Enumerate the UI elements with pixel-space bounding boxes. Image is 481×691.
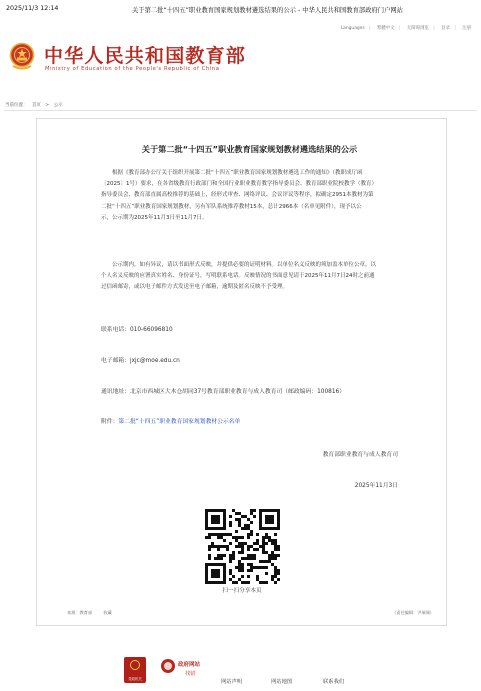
print-page-title: 关于第二批“十四五”职业教育国家规划教材遴选结果的公示 - 中华人民共和国教育部政府门户网站 <box>132 7 403 14</box>
paragraph-line: 根据《教育部办公厅关于组织开展第二批“十四五”职业教育国家规划教材遴选工作的通知》（教职成厅函 <box>112 170 363 176</box>
paragraph-line: 公示期内，如有异议，请以书面形式反映，并提供必要的证明材料。以单位名义反映的须加盖本单位公章，以 <box>112 262 377 268</box>
paragraph-line: 指导委员会、教育部直属高校推荐的基础上，经形式审查、网络评议、会议评议等程序，拟确定2951本教材为第 <box>101 192 374 199</box>
footer-link-sitemap[interactable]: 网站地图 <box>271 679 293 685</box>
paragraph-line: 个人名义反映的应署真实姓名、身份证号，写明联系电话。反映情况的书面意见请于2025年11月7日24时之前通 <box>101 273 375 280</box>
gov-website-icon <box>161 659 175 673</box>
paragraph-line: 示，公示期为2025年11月3日至11月7日。 <box>101 214 208 221</box>
print-datetime: 2025/11/3 12:14 <box>6 5 59 12</box>
footer-link-statement[interactable]: 网站声明 <box>221 679 243 685</box>
top-links: Languages | 繁體中文 | 无障碍浏览 | 登录 | 注册 <box>340 26 471 31</box>
breadcrumb-section[interactable]: 公示 <box>53 103 63 108</box>
breadcrumb-label: 当前位置： <box>5 103 28 108</box>
article-title: 关于第二批“十四五”职业教育国家规划教材遴选结果的公示 <box>141 144 358 154</box>
footer-link-contact[interactable]: 联系我们 <box>323 679 345 685</box>
accessible-browsing-link[interactable]: 无障碍浏览 <box>406 26 429 31</box>
login-link[interactable]: 登录 <box>441 26 450 31</box>
badge-text: 党政机关 <box>128 677 142 681</box>
gov-website-label[interactable]: 政府网站 <box>178 662 201 668</box>
contact-phone: 联系电话：010-66096810 <box>101 327 173 333</box>
gov-report-error-label[interactable]: 找错 <box>185 671 196 677</box>
site-footer <box>0 640 481 691</box>
traditional-chinese-link[interactable]: 繁體中文 <box>376 26 395 31</box>
attachment-row <box>101 416 240 425</box>
signature-org: 教育部职业教育与成人教育司 <box>322 452 398 458</box>
attachment-link[interactable]: 第二批“十四五”职业教育国家规划教材公示名单 <box>118 419 241 425</box>
article-editor: （责任编辑：尹瑞瑞） <box>392 610 434 615</box>
national-emblem-icon <box>8 42 36 72</box>
paragraph-line: 〔2025〕1号）要求，在各省级教育行政部门和全国行业职业教育教学指导委员会、教育部职业院校教学（教育） <box>101 181 377 188</box>
badge-emblem-icon <box>130 660 140 670</box>
breadcrumb <box>5 102 66 108</box>
attachment-label: 附件： <box>101 419 119 425</box>
article-footer-left <box>67 610 122 616</box>
paragraph-line: 二批“十四五”职业教育国家规划教材，另有军队系统推荐教材15本，总计2966本（名单见附件），现予以公 <box>101 203 362 210</box>
qr-code <box>205 509 280 584</box>
party-gov-badge-icon[interactable] <box>124 657 146 683</box>
breadcrumb-separator: > <box>45 103 50 108</box>
register-link[interactable]: 注册 <box>462 26 471 31</box>
languages-link[interactable]: Languages <box>340 26 365 31</box>
article-paragraph-2 <box>101 260 398 294</box>
favorite-link[interactable]: 收藏 <box>103 610 112 615</box>
article-paragraph-1 <box>101 168 398 224</box>
site-logo-cn[interactable]: 中华人民共和国教育部 <box>44 45 247 67</box>
breadcrumb-home[interactable]: 首页 <box>31 103 41 108</box>
contact-email: 电子邮箱：jxjc@moe.edu.cn <box>101 358 180 364</box>
qr-caption: 扫一扫分享本页 <box>222 588 262 594</box>
print-header <box>0 0 481 16</box>
article-source: 来源：教育部 <box>67 610 93 615</box>
paragraph-line: 过信函邮寄，或以电子邮件方式发送至电子邮箱，逾期及匿名反映不予受理。 <box>101 284 289 291</box>
breadcrumb-divider <box>4 110 477 111</box>
contact-address: 通讯地址：北京市西城区大木仓胡同37号教育部职业教育与成人教育司（邮政编码：100816） <box>101 389 345 395</box>
signature-date: 2025年11月3日 <box>354 483 398 489</box>
site-logo-en: Ministry of Education of the People's Republic of China <box>45 66 220 72</box>
